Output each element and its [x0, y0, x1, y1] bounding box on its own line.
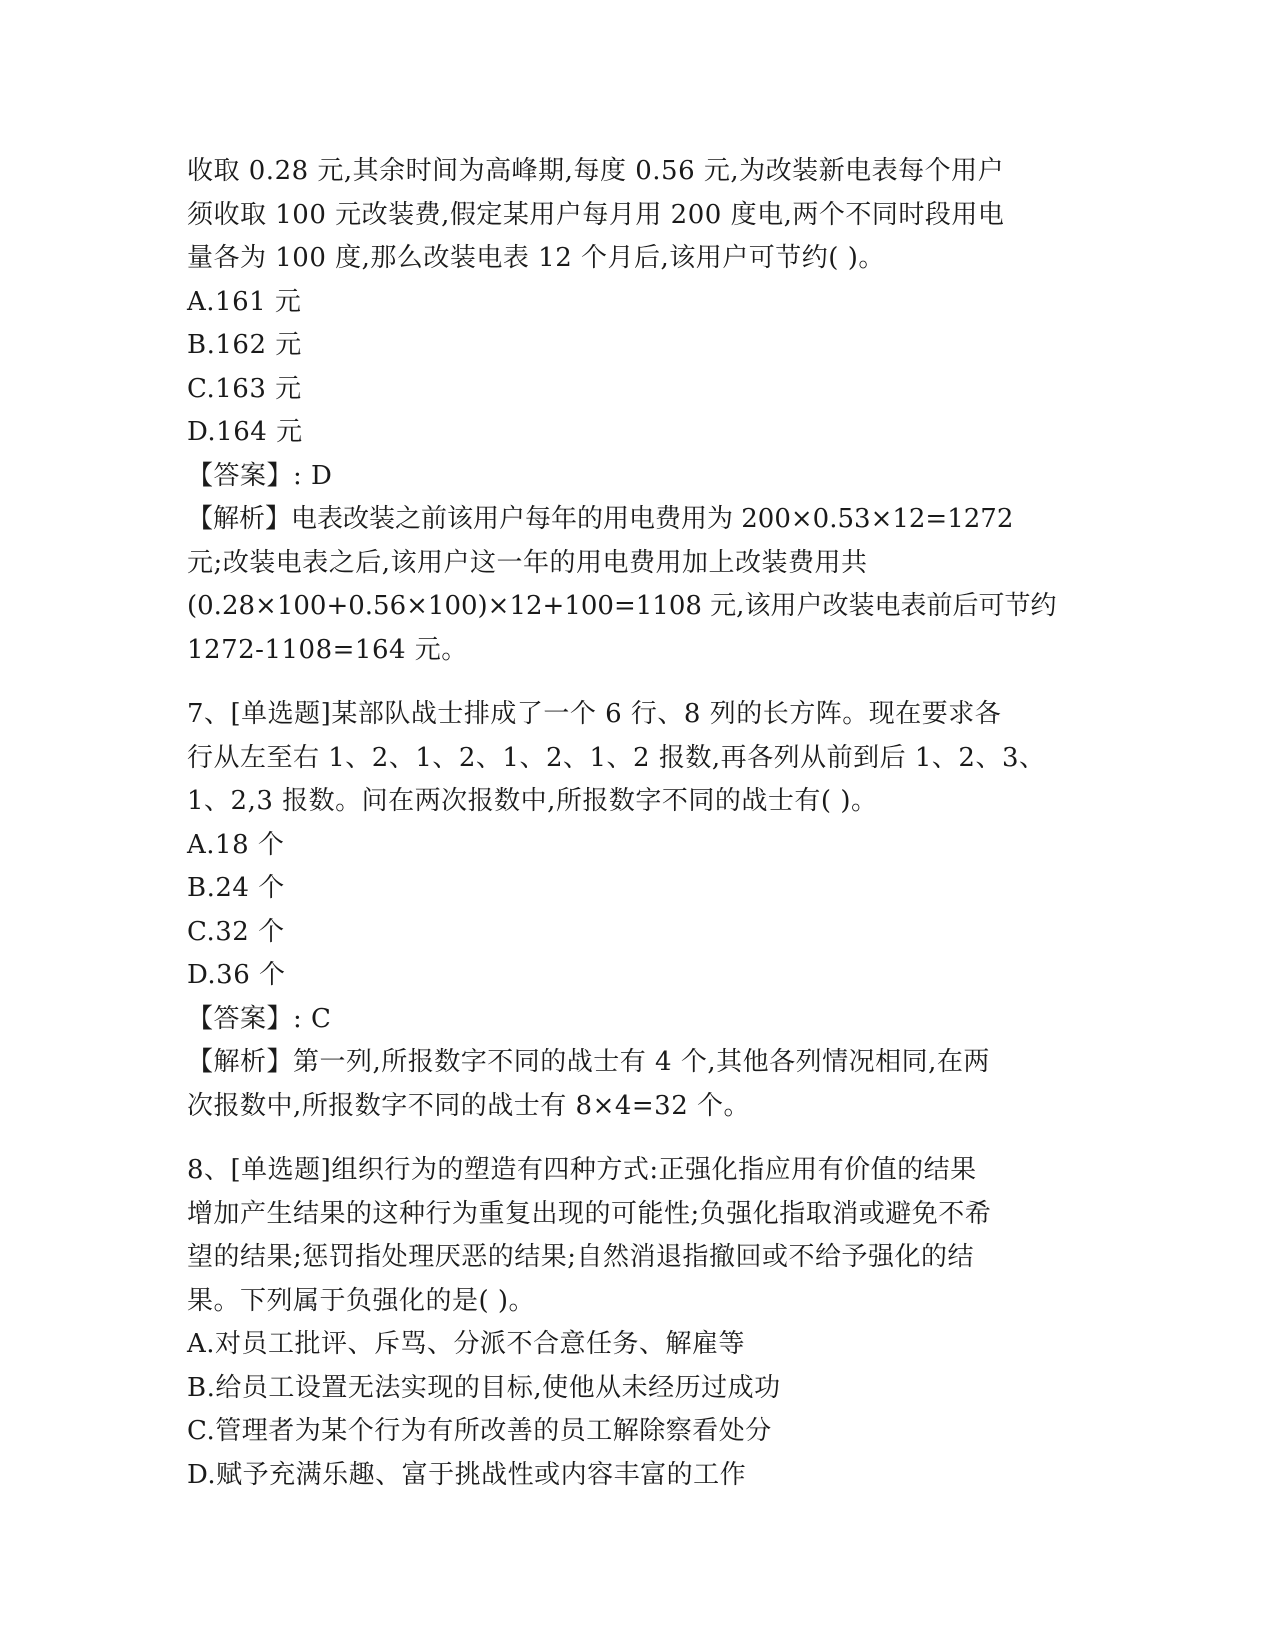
question-stem-line: 收取 0.28 元,其余时间为高峰期,每度 0.56 元,为改装新电表每个用户 [187, 156, 1005, 186]
option-b: B.给员工设置无法实现的目标,使他从未经历过成功 [187, 1372, 781, 1403]
analysis-line: 1272-1108=164 元。 [187, 634, 468, 665]
question-stem-line: 增加产生结果的这种行为重复出现的可能性;负强化指取消或避免不希 [187, 1198, 992, 1229]
question-6 [187, 150, 1097, 672]
analysis-line: (0.28×100+0.56×100)×12+100=1108 元,该用户改装电表前后可节约 [187, 591, 1057, 621]
document-page [187, 150, 1097, 1497]
option-c: C.163 元 [187, 373, 302, 404]
section-gap [187, 1128, 1097, 1149]
question-stem-line: 果。下列属于负强化的是( )。 [187, 1285, 536, 1316]
question-8 [187, 1149, 1097, 1497]
option-c: C.管理者为某个行为有所改善的员工解除察看处分 [187, 1416, 772, 1446]
question-7 [187, 693, 1097, 1128]
section-gap [187, 672, 1097, 693]
option-a: A.161 元 [187, 286, 302, 317]
question-stem-line: 7、[单选题]某部队战士排成了一个 6 行、8 列的长方阵。现在要求各 [187, 699, 1002, 729]
answer-line: 【答案】: C [187, 1003, 332, 1034]
analysis-line: 元;改装电表之后,该用户这一年的用电费用加上改装费用共 [187, 547, 868, 578]
question-stem-line: 量各为 100 度,那么改装电表 12 个月后,该用户可节约( )。 [187, 243, 885, 273]
option-c: C.32 个 [187, 916, 285, 947]
analysis-line: 次报数中,所报数字不同的战士有 8×4=32 个。 [187, 1090, 751, 1121]
option-a: A.18 个 [187, 829, 285, 860]
option-d: D.36 个 [187, 960, 286, 990]
answer-line: 【答案】: D [187, 460, 333, 491]
option-d: D.164 元 [187, 417, 303, 447]
option-b: B.24 个 [187, 873, 285, 903]
question-stem-line: 8、[单选题]组织行为的塑造有四种方式:正强化指应用有价值的结果 [187, 1155, 977, 1185]
option-a: A.对员工批评、斥骂、分派不合意任务、解雇等 [187, 1329, 746, 1359]
question-stem-line: 1、2,3 报数。问在两次报数中,所报数字不同的战士有( )。 [187, 786, 878, 816]
analysis-line: 【解析】第一列,所报数字不同的战士有 4 个,其他各列情况相同,在两 [187, 1047, 990, 1077]
analysis-line: 【解析】电表改装之前该用户每年的用电费用为 200×0.53×12=1272 [187, 504, 1014, 534]
option-b: B.162 元 [187, 330, 302, 360]
question-stem-line: 须收取 100 元改装费,假定某用户每月用 200 度电,两个不同时段用电 [187, 199, 1005, 230]
option-d: D.赋予充满乐趣、富于挑战性或内容丰富的工作 [187, 1459, 747, 1490]
question-stem-line: 望的结果;惩罚指处理厌恶的结果;自然消退指撤回或不给予强化的结 [187, 1242, 975, 1272]
question-stem-line: 行从左至右 1、2、1、2、1、2、1、2 报数,再各列从前到后 1、2、3、 [187, 742, 1046, 773]
